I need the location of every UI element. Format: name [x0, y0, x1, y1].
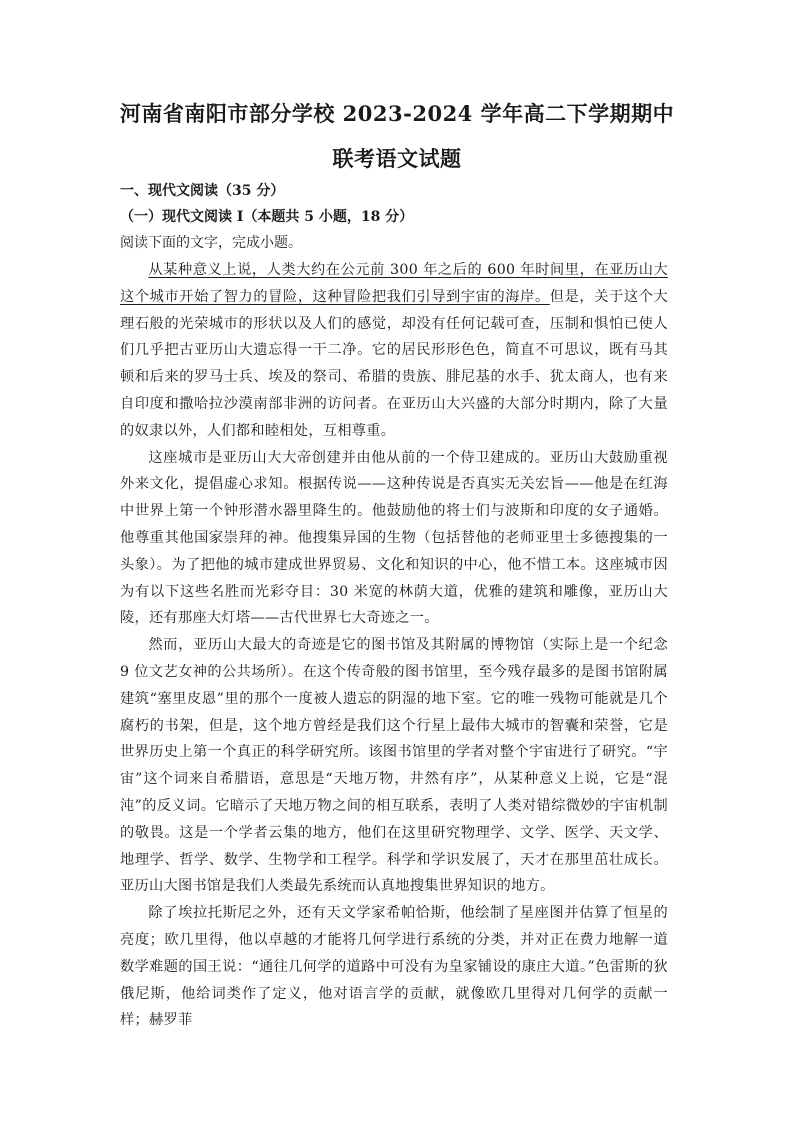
- reading-passage: [120, 257, 668, 1034]
- reading-instruction: 阅读下面的文字，完成小题。: [120, 235, 302, 251]
- passage-paragraph-2: 这座城市是亚历山大大帝创建并由他从前的一个侍卫建成的。亚历山大鼓励重视外来文化，提倡虚心求知。根据传说——这种传说是否真实无关宏旨——他是在红海中世界上第一个钟形潜水器里降生的。他鼓励他的将士们与波斯和印度的女子通婚。他尊重其他国家崇拜的神。他搜集异国的生物（包括替他的老师亚里士多德搜集的一头象）。为了把他的城市建成世界贸易、文化和知识的中心，他不惜工本。这座城市因为有以下这些名胜而光彩夺目：30 米宽的林荫大道，优雅的建筑和雕像，亚历山大陵，还有那座大灯塔——古代世界七大奇迹之一。: [120, 449, 668, 627]
- document-title-line-2: 联考语文试题: [332, 146, 462, 171]
- subsection-heading: （一）现代文阅读 I（本题共 5 小题，18 分）: [120, 209, 414, 225]
- document-title-line-1: 河南省南阳市部分学校 2023-2024 学年高二下学期期中: [119, 101, 675, 126]
- passage-paragraph-3: 然而，亚历山大最大的奇迹是它的图书馆及其附属的博物馆（实际上是一个纪念 9 位文艺女神的公共场所）。在这个传奇般的图书馆里，至今残存最多的是图书馆附属建筑“塞里皮恩”里的那个一度被人遗忘的阴湿的地下室。它的唯一残物可能就是几个腐朽的书架，但是，这个地方曾经是我们这个行星上最伟大城市的智囊和荣誉，它是世界历史上第一个真正的科学研究所。该图书馆里的学者对整个宇宙进行了研究。“宇宙”这个词来自希腊语，意思是“天地万物，井然有序”，从某种意义上说，它是“混沌”的反义词。它暗示了天地万物之间的相互联系，表明了人类对错综微妙的宇宙机制的敬畏。这是一个学者云集的地方，他们在这里研究物理学、文学、医学、天文学、地理学、哲学、数学、生物学和工程学。科学和学识发展了，天才在那里茁壮成长。亚历山大图书馆是我们人类最先系统而认真地搜集世界知识的地方。: [120, 637, 668, 895]
- paragraph-text: 但是，关于这个大理石般的光荣城市的形状以及人们的感觉，却没有任何记载可查，压制和惧怕已使人们几乎把古亚历山大遗忘得一干二净。它的居民形形色色，简直不可思议，既有马其顿和后来的罗马士兵、埃及的祭司、希腊的贵族、腓尼基的水手、犹太商人，也有来自印度和撒哈拉沙漠南部非洲的访问者。在亚历山大兴盛的大部分时期内，除了大量的奴隶以外，人们都和睦相处，互相尊重。: [120, 288, 669, 439]
- underlined-sentence: 从某种意义上说，人类大约在公元前 300 年之后的 600 年时间里，在亚历山大这个城市开始了智力的冒险，这种冒险把我们引导到宇宙的海岸。: [120, 262, 668, 305]
- passage-paragraph-4: 除了埃拉托斯尼之外，还有天文学家希帕恰斯，他绘制了星座图并估算了恒星的亮度；欧几里得，他以卓越的才能将几何学进行系统的分类，并对正在费力地解一道数学难题的国王说：“通往几何学的道路中可没有为皇家铺设的康庄大道。”色雷斯的狄俄尼斯，他给词类作了定义，他对语言学的贡献，就像欧几里得对几何学的贡献一样；赫罗菲: [120, 905, 668, 1029]
- passage-paragraph-1: [120, 257, 668, 445]
- section-heading: 一、现代文阅读（35 分）: [120, 183, 285, 199]
